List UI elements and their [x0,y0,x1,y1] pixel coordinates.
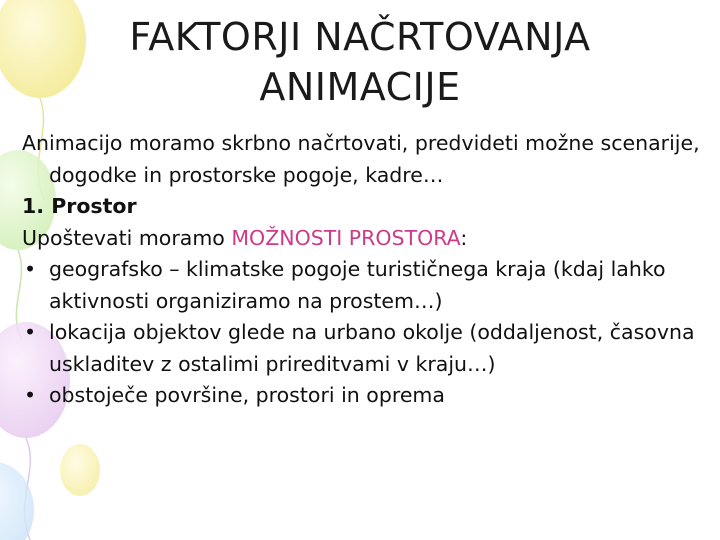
bullet-item [22,380,702,412]
bullet-icon: • [24,257,37,281]
section-heading: 1. Prostor [22,194,137,218]
bullet-text: geografsko – klimatske pogoje turističnega kraja (kdaj lahko aktivnosti organiziramo na prostem…) [49,257,666,313]
bullet-item [22,254,702,317]
bullet-item [22,317,702,380]
bullet-text: lokacija objektov glede na urbano okolje (oddaljenost, časovna uskladitev z ostalimi prireditvami v kraju…) [49,320,695,376]
slide-body [22,128,702,412]
bullet-icon: • [24,383,37,407]
consider-line [22,223,702,255]
title-line-2: ANIMACIJE [259,65,461,109]
intro-paragraph: Animacijo moramo skrbno načrtovati, predvideti možne scenarije, dogodke in prostorske pogoje, kadre… [22,131,700,187]
consider-suffix: : [460,225,468,250]
slide-title [60,12,660,112]
bullet-text: obstoječe površine, prostori in oprema [49,383,445,407]
consider-prefix: Upoštevati moramo [22,225,232,250]
highlight-text: MOŽNOSTI PROSTORA [231,225,461,250]
title-line-1: FAKTORJI NAČRTOVANJA [129,15,591,59]
bullet-icon: • [24,320,37,344]
